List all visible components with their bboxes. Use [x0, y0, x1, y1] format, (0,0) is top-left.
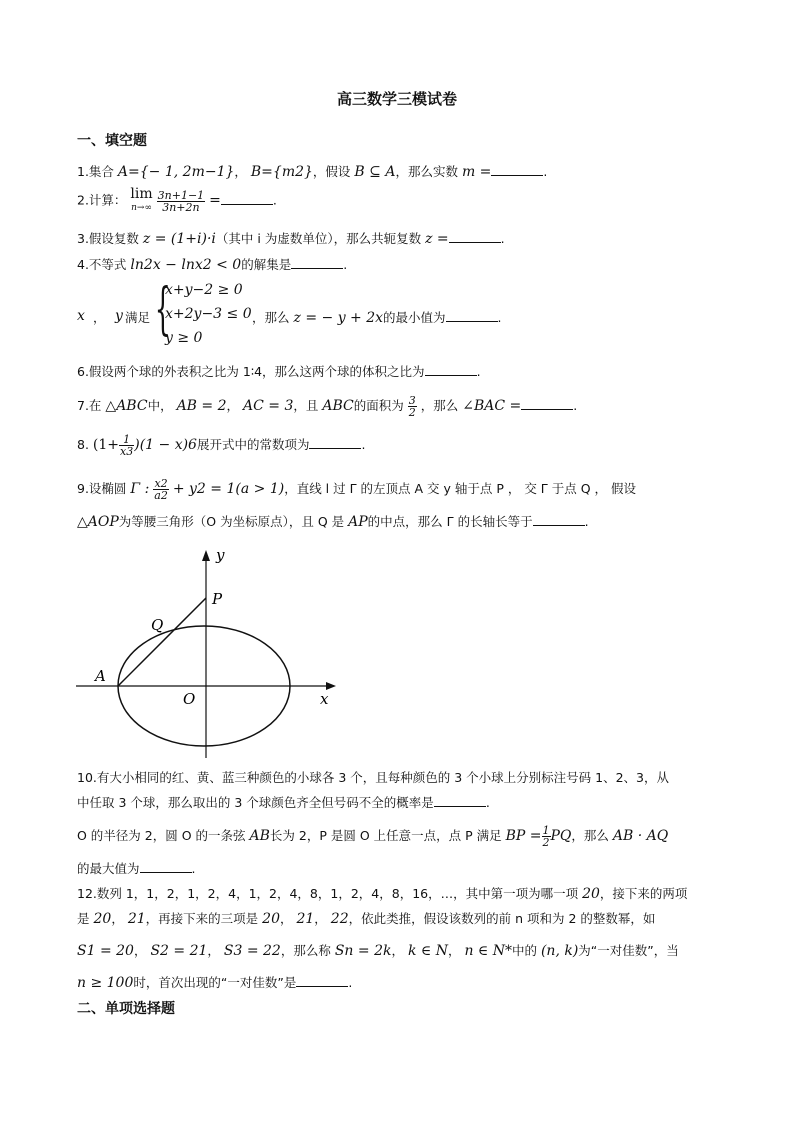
question-10-line-2: 中任取 3 个球，那么取出的 3 个球颜色齐全但号码不全的概率是 . [77, 795, 490, 810]
objective-expr: z = − y + 2x [293, 310, 384, 326]
question-10-line-1: 10.有大小相同的红、黄、蓝三种颜色的小球各 3 个，且每种颜色的 3 个小球上分别标注号码 1、2、3，从 [77, 770, 670, 785]
label-p: P [212, 590, 223, 608]
system-brace: { [154, 277, 171, 342]
constraint-2: x+2y−3 ≤ 0 [165, 306, 252, 322]
question-3: 3.假设复数 z = (1+i)·i（其中 i 为虚数单位），那么共轭复数 z = . [77, 231, 505, 247]
answer-blank[interactable] [434, 795, 486, 807]
answer-blank[interactable] [140, 861, 192, 873]
answer-blank[interactable] [449, 231, 501, 243]
line-l [118, 598, 206, 686]
area-fraction: $\frac{3}{2}$ [408, 394, 416, 419]
answer-blank[interactable] [446, 310, 498, 322]
constraint-3: y ≥ 0 [165, 330, 203, 346]
question-1: 1.集合 A={− 1, 2m−1}， B={m2}，假设 B ⊆ A，那么实数 m = . [77, 164, 548, 180]
label-x: x [320, 690, 329, 708]
answer-blank[interactable] [533, 514, 585, 526]
answer-blank[interactable] [221, 193, 273, 205]
answer-blank[interactable] [521, 398, 573, 410]
question-2: 2.计算： lim n→∞ $\frac{3n+1-1}{3n+2n}$ = . [77, 186, 277, 214]
answer-blank[interactable] [296, 975, 348, 987]
ellipse-fraction: $\frac{x2}{a2}$ [154, 477, 168, 502]
section-heading-single-choice: 二、单项选择题 [77, 1001, 175, 1017]
section-heading-fill-blank: 一、填空题 [77, 133, 147, 149]
question-12-line-3: S1 = 20， S2 = 21， S3 = 22，那么称 Sn = 2k， k ∈ N， n ∈ N*中的 (n, k)为“一对佳数”，当 [77, 943, 679, 959]
question-9-line-2: △AOP为等腰三角形（O 为坐标原点），且 Q 是 AP的中点，那么 Γ 的长轴长等于 . [77, 514, 589, 530]
subset-expr: B ⊆ A [354, 164, 396, 180]
question-12-line-2: 是 20， 21，再接下来的三项是 20， 21， 22，依此类推，假设该数列的前 n 项和为 2 的整数幂，如 [77, 911, 656, 927]
question-11-line-2: 的最大值为 . [77, 861, 196, 876]
question-7: 7.在 △ABC中， AB = 2， AC = 3，且 ABC的面积为 $\frac{3}{2}$ ，那么 ∠BAC = . [77, 394, 578, 419]
answer-blank[interactable] [425, 364, 477, 376]
limit-fraction: $\frac{3n+1-1}{3n+2n}$ [157, 188, 205, 214]
page-title: 高三数学三模试卷 [336, 90, 457, 108]
answer-blank[interactable] [291, 257, 343, 269]
question-6: 6.假设两个球的外表积之比为 1∶4，那么这两个球的体积之比为 . [77, 364, 481, 379]
lim-symbol: lim [130, 186, 153, 202]
inequality-expr: ln2x − lnx2 < 0 [130, 257, 242, 273]
answer-blank[interactable] [491, 164, 543, 176]
set-a-expr: A={− 1, 2m−1} [117, 164, 235, 180]
set-b-expr: B={m2} [250, 164, 313, 180]
x-axis-arrow [326, 682, 336, 690]
question-8: 8. (1+ $\frac{1}{x3}$ )(1 − x)6展开式中的常数项为 . [77, 433, 366, 458]
question-11-line-1: O 的半径为 2，圆 O 的一条弦 AB长为 2，P 是圆 O 上任意一点，点 P 满足 BP = $\frac{1}{2}$ PQ，那么 AB · AQ [77, 824, 669, 849]
answer-blank[interactable] [309, 437, 361, 449]
label-y: y [216, 546, 225, 564]
complex-expr: z = (1+i)·i [142, 231, 216, 247]
term-fraction: $\frac{1}{x3}$ [120, 433, 134, 458]
label-o: O [183, 690, 196, 708]
ellipse-figure [70, 544, 350, 762]
constraint-1: x+y−2 ≥ 0 [165, 282, 243, 298]
question-9-line-1: 9.设椭圆 Γ : $\frac{x2}{a2}$ + y2 = 1(a > 1)，直线 l 过 Γ 的左顶点 A 交 y 轴于点 P ， 交 Γ 于点 Q ， 假设 [77, 477, 636, 502]
label-a: A [95, 667, 106, 685]
question-12-line-4: n ≥ 100时，首次出现的“一对佳数”是 . [77, 975, 353, 991]
question-12-line-1: 12.数列 1，1，2，1，2，4，1，2，4，8，1，2，4，8，16，…，其中第一项为哪一项 20，接下来的两项 [77, 886, 688, 902]
y-axis-arrow [202, 550, 210, 561]
question-4: 4.不等式 ln2x − lnx2 < 0的解集是 . [77, 257, 348, 273]
label-q: Q [151, 616, 164, 634]
vector-fraction: $\frac{1}{2}$ [542, 824, 550, 849]
